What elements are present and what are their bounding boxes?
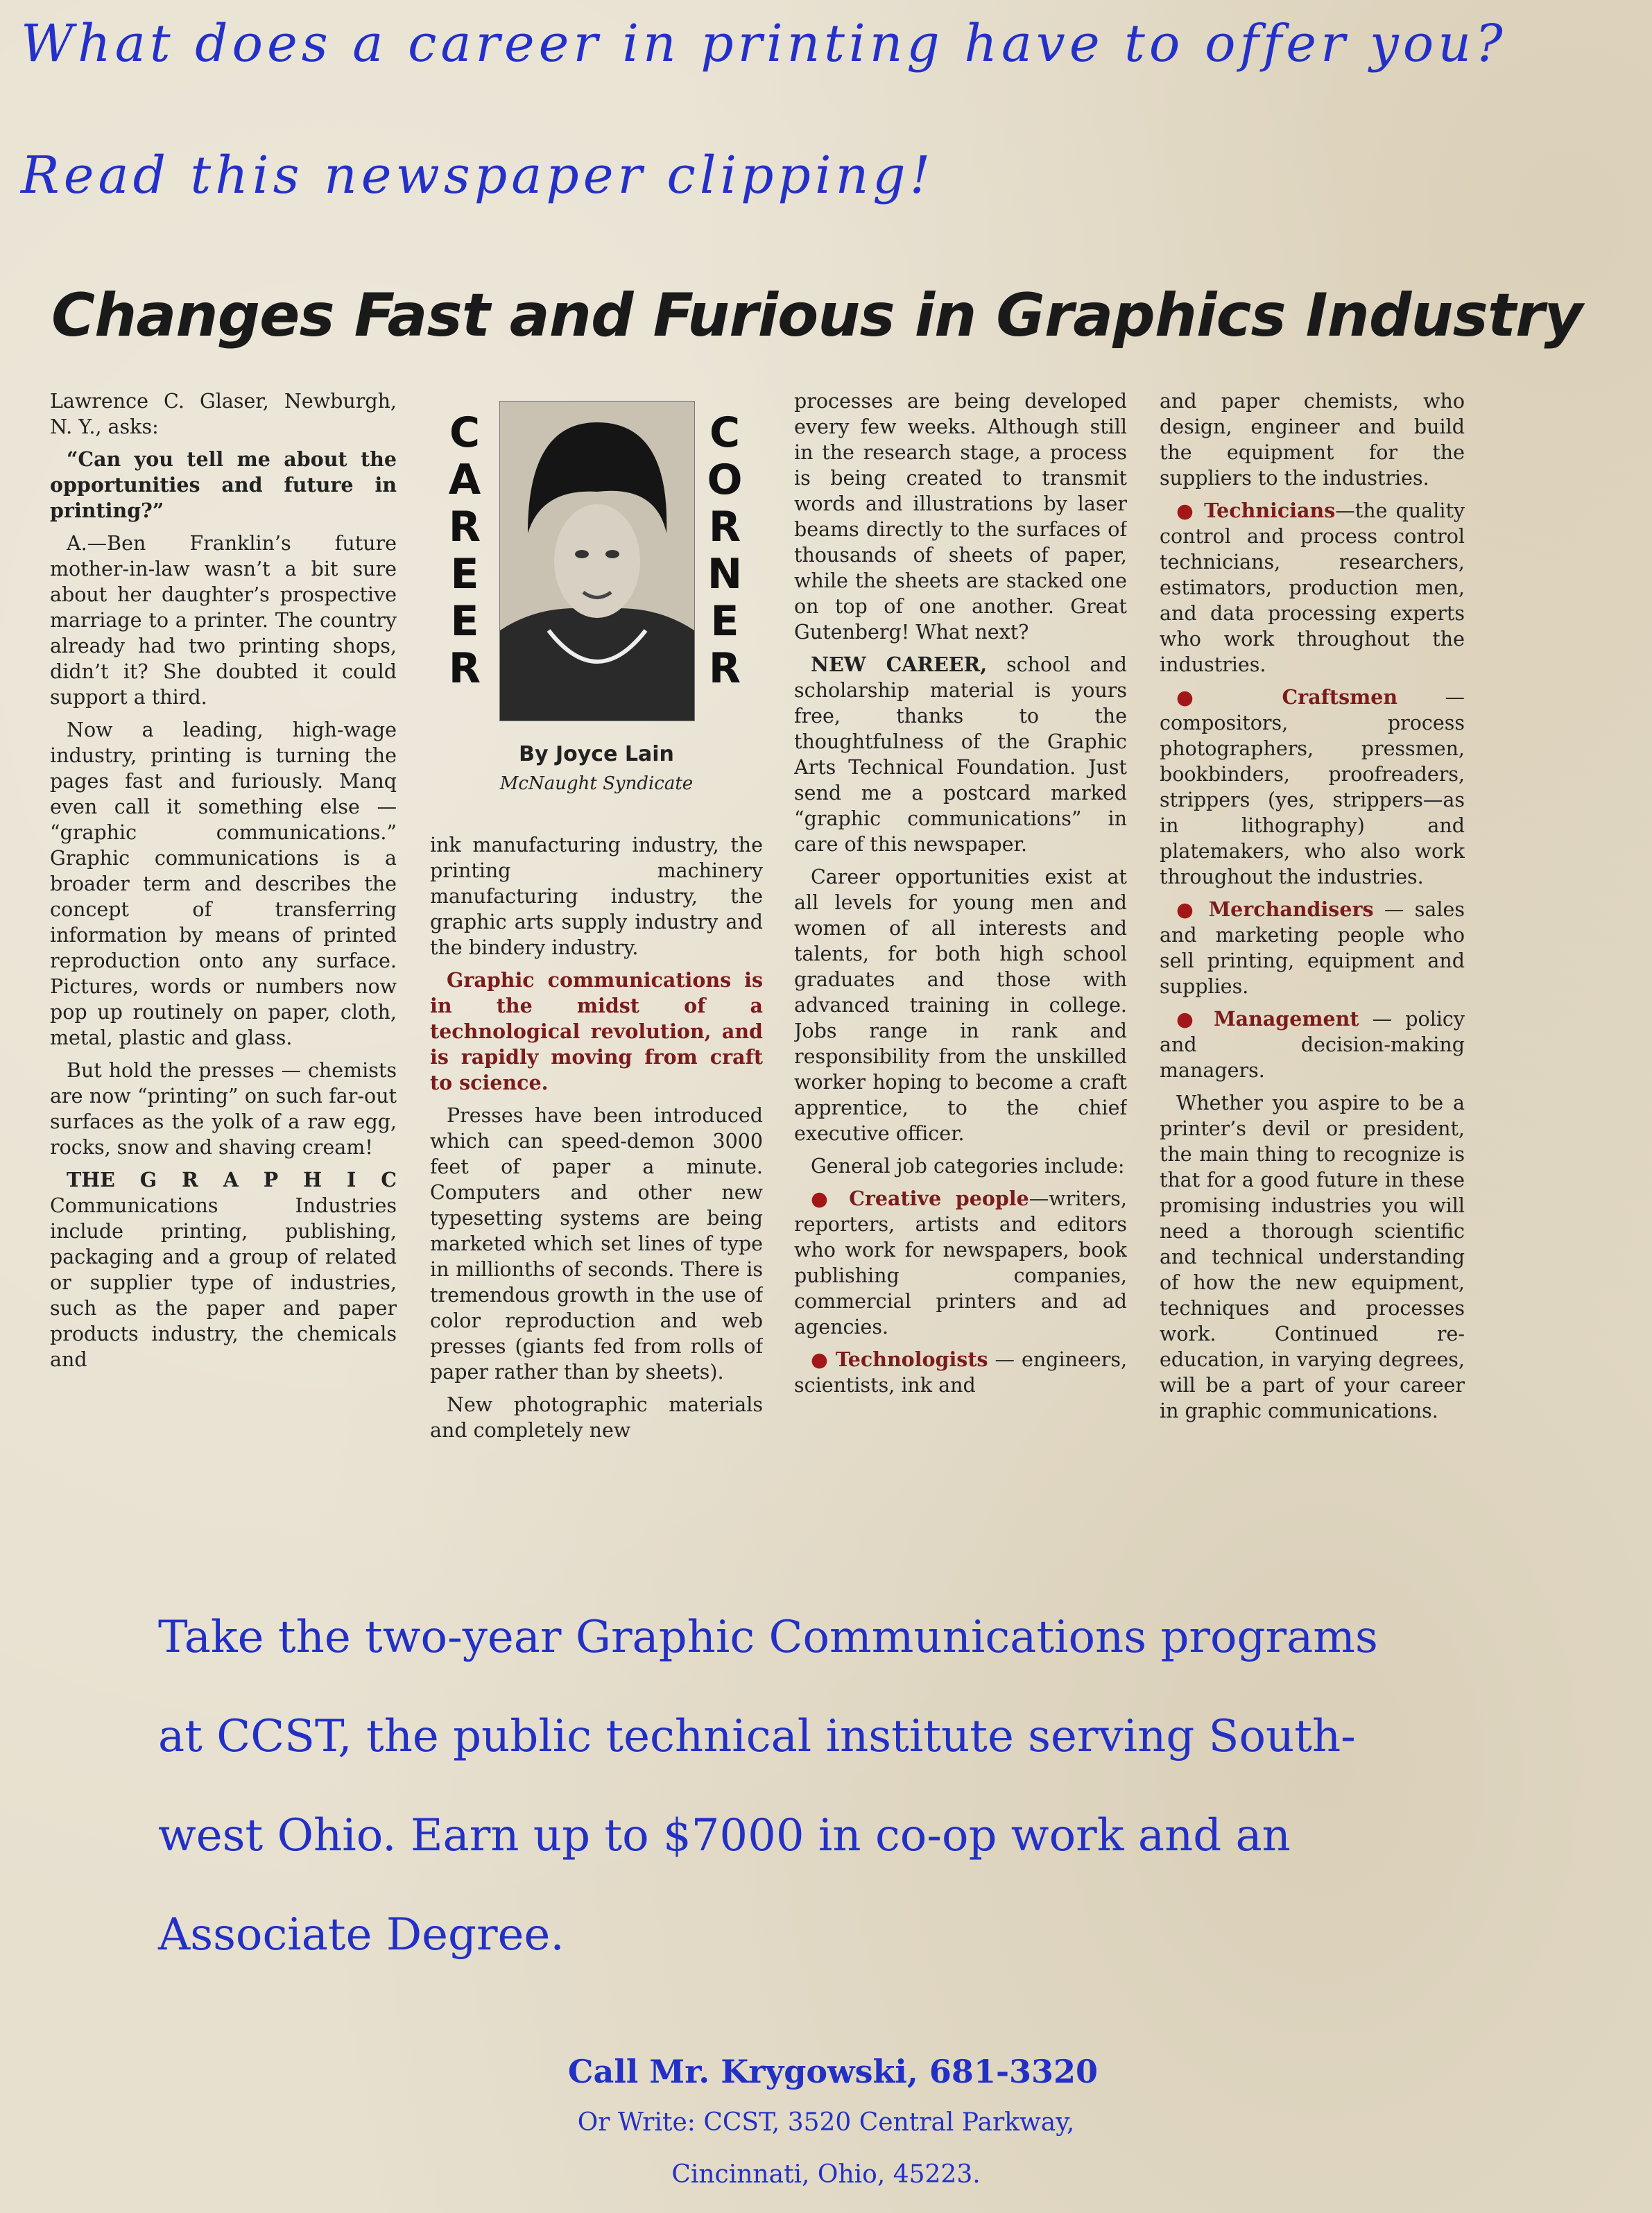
vertical-letter: E xyxy=(710,597,739,646)
bullet-icon: ● xyxy=(811,1187,836,1210)
syndicate-credit: McNaught Syndicate xyxy=(499,773,694,794)
job-category-label: Creative people xyxy=(849,1187,1029,1210)
vertical-letter: A xyxy=(448,456,481,504)
bullet-icon: ● xyxy=(1176,685,1235,709)
paragraph-body: school and scholarship material is yours free, thanks to the thoughtfulness of the Graphic Arts Technical Foundation. Just send me a postcard marked “graphic communications” in care of this newspaper. xyxy=(794,653,1127,856)
promo-line: at CCST, the public technical institute serving South- xyxy=(158,1711,1356,1762)
article-headline: Changes Fast and Furious in Graphics Industry xyxy=(51,281,1583,350)
job-category-label: Technicians xyxy=(1204,499,1336,522)
reader-question: “Can you tell me about the opportunities and future in printing?” xyxy=(50,447,397,522)
job-category xyxy=(794,1347,1127,1398)
vertical-letter: C xyxy=(449,408,481,457)
job-category-text: — sales and marketing people who sell printing, equipment and supplies. xyxy=(1160,898,1465,998)
job-category-text: —the quality control and process control technicians, researchers, estimators, production men, and data processing experts who work throughout the industries. xyxy=(1160,499,1465,676)
vertical-letter: C xyxy=(709,408,741,457)
bullet-icon: ● xyxy=(811,1347,829,1371)
article-column-4 xyxy=(1160,388,1465,1540)
article-column-1 xyxy=(50,388,397,1560)
job-category-text: — policy and decision-making managers. xyxy=(1160,1008,1465,1082)
contact-address-line-2: Cincinnati, Ohio, 45223. xyxy=(671,2160,981,2189)
columnist-portrait xyxy=(499,401,695,721)
paragraph: processes are being developed every few weeks. Although still in the research stage, a process is being created to transmit words and illustrations by laser beams directly to the surfaces of thousands of sheets of paper, while the sheets are stacked one on top of one another. Great Gutenberg! What next? xyxy=(794,390,1127,644)
career-corner-box xyxy=(430,388,763,818)
job-category-label: Technologists xyxy=(835,1347,988,1371)
paragraph: Now a leading, high-wage industry, printing is turning the pages fast and furiously. Manq even call it something else — “graphic communications.” Graphic communications is a broader term and describes the concept of transferring information by means of printed reproduction onto any surface. Pictures, words or numbers now pop up routinely on paper, cloth, metal, plastic and glass. xyxy=(50,718,397,1049)
reader-intro: Lawrence C. Glaser, Newburgh, N. Y., asks: xyxy=(50,390,397,438)
promo-line: Associate Degree. xyxy=(158,1909,565,1961)
job-category-label: Management xyxy=(1214,1007,1359,1031)
job-category xyxy=(1160,498,1465,678)
job-category-text: —writers, reporters, artists and editors who work for newspapers, book publishing companies, commercial printers and ad agencies. xyxy=(794,1187,1127,1338)
job-category-text: — compositors, process photographers, pressmen, bookbinders, proofreaders, strippers (yes, strippers—as in lithography) and platemakers, who also work throughout the industries. xyxy=(1160,686,1465,888)
portrait-illustration xyxy=(500,402,694,721)
promo-line: west Ohio. Earn up to $7000 in co-op work and an xyxy=(158,1810,1291,1861)
job-category-label: Merchandisers xyxy=(1208,897,1374,921)
handwritten-line-1: What does a career in printing have to offer you? xyxy=(21,14,1507,74)
contact-address-line-1: Or Write: CCST, 3520 Central Parkway, xyxy=(577,2108,1075,2137)
bullet-icon: ● xyxy=(1176,1007,1201,1031)
job-category xyxy=(1160,1006,1465,1083)
paragraph: But hold the presses — chemists are now “printing” on such far-out surfaces as the yolk of a raw egg, rocks, snow and shaving cream! xyxy=(50,1059,397,1159)
paragraph: Presses have been introduced which can speed-demon 3000 feet of paper a minute. Computers and other new typesetting systems are being marketed which set lines of type in millionths of seconds. There is tremendous growth in the use of color reproduction and web presses (giants fed from rolls of paper rather than by sheets). xyxy=(430,1104,763,1384)
corner-vertical-title xyxy=(704,409,746,692)
contact-call: Call Mr. Krygowski, 681-3320 xyxy=(567,2053,1099,2090)
vertical-letter: R xyxy=(708,644,741,693)
promo-text xyxy=(158,1588,1511,1985)
bullet-icon: ● xyxy=(1176,897,1198,921)
job-category xyxy=(1160,684,1465,890)
paragraph: and paper chemists, who design, engineer and build the equipment for the suppliers to the industries. xyxy=(1160,390,1465,490)
job-category xyxy=(794,1186,1127,1340)
vertical-letter: E xyxy=(450,550,479,599)
promo-line: Take the two-year Graphic Communications programs xyxy=(158,1612,1378,1663)
paragraph xyxy=(50,1167,397,1372)
paragraph-body: Communications Industries include printing, publishing, packaging and a group of related or supplier type of industries, such as the paper and paper products industry, the chemicals and xyxy=(50,1194,397,1371)
paragraph-lead: THE G R A P H I C xyxy=(67,1168,397,1191)
job-category-label: Craftsmen xyxy=(1282,685,1398,709)
paragraph: ink manufacturing industry, the printing machinery manufacturing industry, the graphic arts supply industry and the bindery industry. xyxy=(430,834,763,959)
vertical-letter: N xyxy=(707,550,743,599)
highlight-quote: Graphic communications is in the midst of a technological revolution, and is rapidly moving from craft to science. xyxy=(430,968,763,1094)
paragraph: New photographic materials and completely new xyxy=(430,1393,763,1442)
vertical-letter: R xyxy=(708,503,741,551)
article-column-3 xyxy=(794,388,1127,1540)
handwritten-line-2: Read this newspaper clipping! xyxy=(21,146,935,205)
career-vertical-title xyxy=(444,409,485,692)
job-category xyxy=(1160,897,1465,999)
paragraph: A.—Ben Franklin’s future mother-in-law wasn’t a bit sure about her daughter’s prospective marriage to a printer. The country already had two printing shops, didn’t it? She doubted it could support a third. xyxy=(50,532,397,709)
vertical-letter: E xyxy=(450,597,479,646)
paragraph: Whether you aspire to be a printer’s devil or president, the main thing to recognize is that for a good future in these promising industries you will need a thorough scientific and technical understanding of how the new equipment, techniques and processes work. Continued re-education, in varying degrees, will be a part of your career in graphic communications. xyxy=(1160,1092,1465,1422)
paragraph: Career opportunities exist at all levels for young men and women of all interests and talents, for both high school graduates and those with advanced training in college. Jobs range in rank and responsibility from the unskilled worker hoping to become a craft apprentice, to the chief executive officer. xyxy=(794,866,1127,1145)
paragraph: General job categories include: xyxy=(811,1155,1125,1178)
vertical-letter: R xyxy=(448,503,481,551)
paragraph xyxy=(794,652,1127,857)
article-column-2 xyxy=(430,832,763,1540)
byline: By Joyce Lain xyxy=(519,742,674,766)
job-category-text: — engineers, scientists, ink and xyxy=(794,1348,1127,1397)
vertical-letter: R xyxy=(448,644,481,693)
vertical-letter: O xyxy=(707,456,743,504)
bullet-icon: ● xyxy=(1176,499,1196,522)
paragraph-lead: NEW CAREER, xyxy=(811,653,988,676)
